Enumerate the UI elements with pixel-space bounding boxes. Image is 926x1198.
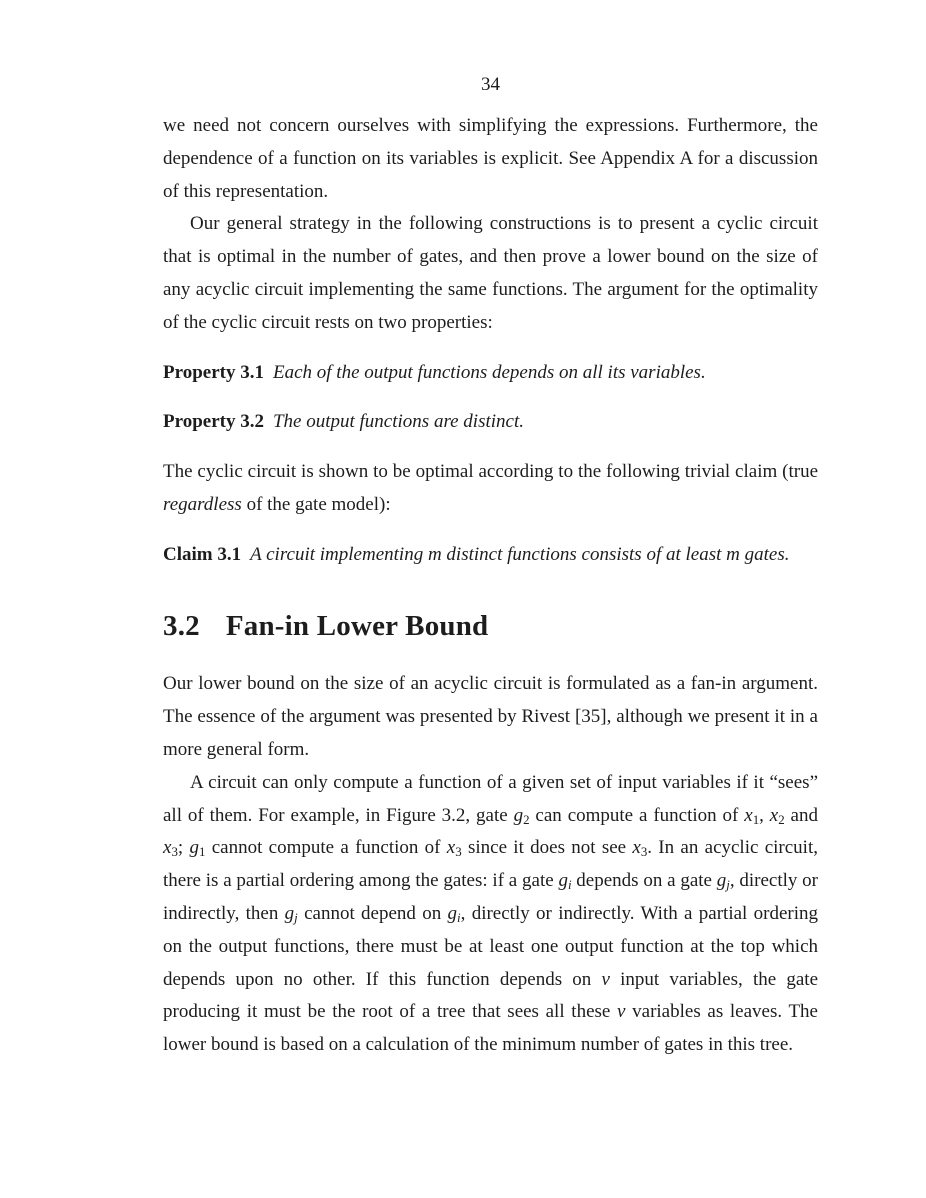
property-3-1-label: Property 3.1 bbox=[163, 361, 264, 383]
section-heading bbox=[163, 609, 818, 644]
section-number: 3.2 bbox=[163, 609, 200, 642]
page-content bbox=[163, 74, 818, 1062]
section-title: Fan-in Lower Bound bbox=[225, 609, 489, 642]
paragraph-representation: we need not concern ourselves with simplifying the expressions. Furthermore, the dependence of a function on its variables is explicit. See Appendix A for a discussion of this representation. bbox=[163, 115, 818, 202]
claim-3-1-label: Claim 3.1 bbox=[163, 543, 242, 565]
paragraph-general-strategy: Our general strategy in the following constructions is to present a cyclic circuit that is optimal in the number of gates, and then prove a lower bound on the size of any acyclic circuit implementing the same functions. The argument for the optimality of the cyclic circuit rests on two properties: bbox=[163, 213, 818, 333]
property-3-1-statement: Each of the output functions depends on all its variables. bbox=[272, 361, 706, 383]
claim-3-1 bbox=[163, 539, 818, 572]
property-3-2 bbox=[163, 406, 818, 439]
paragraph-circuit-sees: A circuit can only compute a function of a given set of input variables if it “sees” all of them. For example, in Figure 3.2, gate $g_2$ can compute a function of $x_1$, $x_2$ and $x_3$; $g_1$ cannot compute a function of $x_3$ since it does not see $x_3$. In an acyclic circuit, there is a partial ordering among the gates: if a gate $g_i$ depends on a gate $g_j$, directly or indirectly, then $g_j$ cannot depend on $g_i$, directly or indirectly. With a partial ordering on the output functions, there must be at least one output function at the top which depends upon no other. If this function depends on v input variables, the gate producing it must be the root of a tree that sees all these v variables as leaves. The lower bound is based on a calculation of the minimum number of gates in this tree. bbox=[163, 771, 819, 1056]
property-3-2-statement: The output functions are distinct. bbox=[272, 411, 525, 433]
property-3-1 bbox=[163, 357, 818, 390]
page-number: 34 bbox=[481, 74, 500, 95]
claim-3-1-statement: A circuit implementing m distinct functions consists of at least m gates. bbox=[250, 543, 790, 565]
paragraph-trivial-claim: The cyclic circuit is shown to be optimal according to the following trivial claim (true regardless of the gate model): bbox=[163, 461, 818, 515]
paragraph-fanin-argument: Our lower bound on the size of an acyclic circuit is formulated as a fan-in argument. The essence of the argument was presented by Rivest [35], although we present it in a more general form. bbox=[163, 673, 818, 760]
property-3-2-label: Property 3.2 bbox=[163, 411, 264, 433]
